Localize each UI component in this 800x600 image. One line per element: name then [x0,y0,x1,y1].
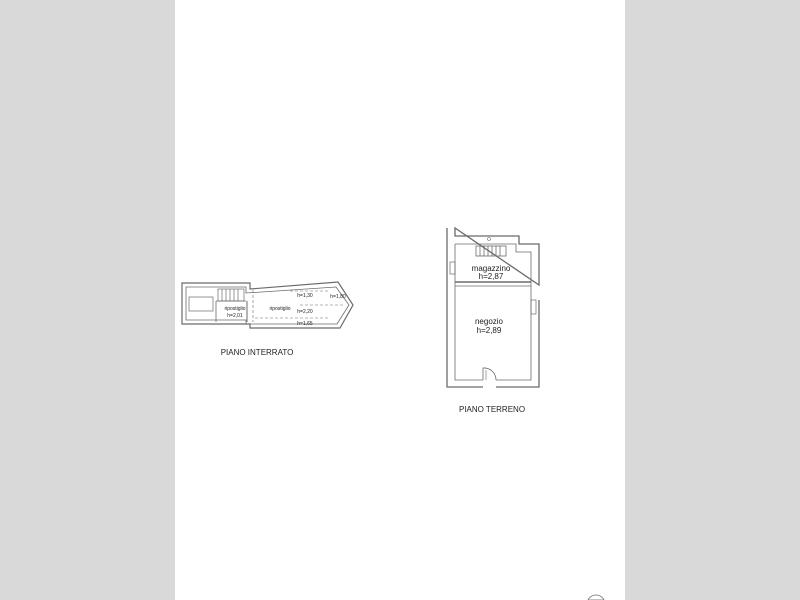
height-label-4: h=1,65 [297,321,313,327]
terreno-window-left [450,262,455,274]
height-label-3: h=2,20 [297,309,313,315]
plan-piano-interrato [182,282,353,328]
room-label-magazzino: magazzino [471,264,511,273]
room-label-negozio: negozio [474,317,504,326]
room-label-ripostiglio-1: ripostiglio [224,306,246,312]
interrato-left-compartment [189,297,213,311]
caption-piano-interrato: PIANO INTERRATO [220,348,294,357]
north-arrow-icon [587,595,605,600]
room-height-magazzino: h=2,87 [478,272,504,281]
interrato-labels [221,293,346,357]
plan-piano-terreno [447,228,539,387]
room-height-negozio: h=2,89 [476,326,502,335]
room-label-ripostiglio-2: ripostiglio [269,306,291,312]
room-height-ripostiglio-1: h=2,01 [227,313,243,319]
interrato-inner-wall [186,287,349,324]
interrato-stair [218,289,244,301]
terreno-stair [476,246,506,256]
terreno-window-right [531,300,536,314]
height-label-2: h=1,80 [330,294,346,300]
terreno-labels [459,264,525,414]
caption-piano-terreno: PIANO TERRENO [458,405,526,414]
terreno-door-swing [483,368,496,380]
height-label-1: h=1,30 [297,293,313,299]
